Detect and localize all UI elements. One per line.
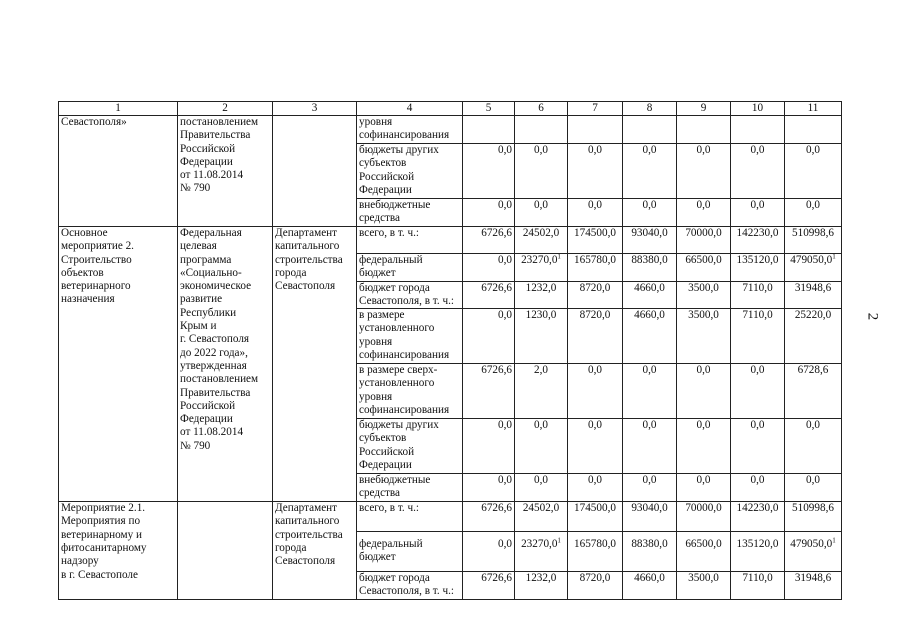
value-cell: 142230,0 bbox=[731, 227, 785, 254]
value-cell: 6726,6 bbox=[463, 227, 515, 254]
value-cell: 1230,0 bbox=[515, 309, 568, 364]
value-cell: 4660,0 bbox=[623, 281, 677, 309]
table-row bbox=[59, 227, 842, 254]
value-cell: 7110,0 bbox=[731, 281, 785, 309]
value-cell: 174500,0 bbox=[568, 227, 623, 254]
value-cell: 6726,6 bbox=[463, 502, 515, 532]
funding-table bbox=[58, 101, 842, 600]
value-cell: 0,0 bbox=[677, 474, 731, 502]
value-cell: 31948,6 bbox=[785, 281, 842, 309]
value-cell: 0,0 bbox=[677, 364, 731, 419]
source-cell: внебюджетные средства bbox=[357, 199, 463, 227]
executor-cell: Департамент капитального строительства города Севастополя bbox=[273, 227, 357, 502]
value-cell: 0,0 bbox=[463, 199, 515, 227]
value-cell: 0,0 bbox=[463, 144, 515, 199]
value-cell: 7110,0 bbox=[731, 572, 785, 600]
source-cell: федеральный бюджет bbox=[357, 254, 463, 282]
page-number: 2 bbox=[864, 312, 881, 321]
value-cell: 24502,0 bbox=[515, 227, 568, 254]
value-cell: 8720,0 bbox=[568, 281, 623, 309]
source-cell: внебюджетные средства bbox=[357, 474, 463, 502]
executor-cell bbox=[273, 116, 357, 227]
value-cell: 6726,6 bbox=[463, 572, 515, 600]
value-cell: 4660,0 bbox=[623, 572, 677, 600]
value-cell: 0,0 bbox=[568, 474, 623, 502]
value-cell: 0,0 bbox=[785, 199, 842, 227]
source-cell: бюджеты других субъектов Российской Федерации bbox=[357, 419, 463, 474]
source-cell: уровня софинансирования bbox=[357, 116, 463, 144]
value-cell: 0,0 bbox=[785, 474, 842, 502]
value-cell: 0,0 bbox=[568, 199, 623, 227]
value-cell: 142230,0 bbox=[731, 502, 785, 532]
value-cell: 0,0 bbox=[677, 144, 731, 199]
value-cell: 24502,0 bbox=[515, 502, 568, 532]
header-cell: 7 bbox=[568, 102, 623, 116]
value-cell: 8720,0 bbox=[568, 309, 623, 364]
source-cell: всего, в т. ч.: bbox=[357, 227, 463, 254]
header-cell: 4 bbox=[357, 102, 463, 116]
value-cell: 0,0 bbox=[515, 474, 568, 502]
source-cell: в размере сверх- установленного уровня софинансирования bbox=[357, 364, 463, 419]
value-cell: 135120,0 bbox=[731, 532, 785, 572]
source-cell: всего, в т. ч.: bbox=[357, 502, 463, 532]
value-cell: 7110,0 bbox=[731, 309, 785, 364]
value-cell: 0,0 bbox=[463, 419, 515, 474]
value-cell: 8720,0 bbox=[568, 572, 623, 600]
program-cell: Федеральная целевая программа «Социально- экономическое развитие Республики Крым и г. Севастополя до 2022 года», утвержденная постановлением Правительства Российской Федерации от 11.08.2014 № 790 bbox=[178, 227, 273, 502]
value-cell: 0,0 bbox=[731, 419, 785, 474]
value-cell: 6728,6 bbox=[785, 364, 842, 419]
footnote-mark: 1 bbox=[832, 253, 836, 261]
value-cell: 93040,0 bbox=[623, 502, 677, 532]
value-cell: 0,0 bbox=[677, 419, 731, 474]
value-cell: 479050,0$^1$ bbox=[785, 532, 842, 572]
header-cell: 5 bbox=[463, 102, 515, 116]
value-cell: 0,0 bbox=[515, 199, 568, 227]
value-cell: 510998,6 bbox=[785, 227, 842, 254]
header-cell: 8 bbox=[623, 102, 677, 116]
source-cell: в размере установленного уровня софинансирования bbox=[357, 309, 463, 364]
footnote-mark: 1 bbox=[557, 536, 561, 545]
source-cell: бюджет города Севастополя, в т. ч.: bbox=[357, 281, 463, 309]
value-cell: 135120,0 bbox=[731, 254, 785, 282]
header-cell: 11 bbox=[785, 102, 842, 116]
value-cell: 6726,6 bbox=[463, 364, 515, 419]
header-row bbox=[59, 102, 842, 116]
value-cell: 66500,0 bbox=[677, 532, 731, 572]
value-cell: 70000,0 bbox=[677, 502, 731, 532]
event-name-cell: Севастополя» bbox=[59, 116, 178, 227]
value-cell: 1232,0 bbox=[515, 572, 568, 600]
header-cell: 2 bbox=[178, 102, 273, 116]
value-cell: 0,0 bbox=[463, 254, 515, 282]
value-cell: 3500,0 bbox=[677, 281, 731, 309]
value-cell: 23270,0$^1$ bbox=[515, 532, 568, 572]
value-cell: 93040,0 bbox=[623, 227, 677, 254]
value-cell: 0,0 bbox=[568, 144, 623, 199]
value-cell: 25220,0 bbox=[785, 309, 842, 364]
executor-cell: Департамент капитального строительства города Севастополя bbox=[273, 502, 357, 600]
value-cell: 88380,0 bbox=[623, 532, 677, 572]
value-cell: 0,0 bbox=[463, 532, 515, 572]
table-row bbox=[59, 502, 842, 532]
value-cell: 174500,0 bbox=[568, 502, 623, 532]
header-cell: 1 bbox=[59, 102, 178, 116]
value-cell: 510998,6 bbox=[785, 502, 842, 532]
value-cell: 31948,6 bbox=[785, 572, 842, 600]
value-cell: 0,0 bbox=[568, 419, 623, 474]
value-cell: 0,0 bbox=[463, 474, 515, 502]
value-cell: 0,0 bbox=[568, 364, 623, 419]
value-cell: 0,0 bbox=[785, 144, 842, 199]
value-cell: 6726,6 bbox=[463, 281, 515, 309]
value-cell: 3500,0 bbox=[677, 309, 731, 364]
event-name-cell: Мероприятие 2.1. Мероприятия по ветеринарному и фитосанитарному надзору в г. Севастополе bbox=[59, 502, 178, 600]
value-cell: 0,0 bbox=[623, 199, 677, 227]
footnote-mark: 1 bbox=[557, 253, 561, 261]
header-cell: 6 bbox=[515, 102, 568, 116]
value-cell: 3500,0 bbox=[677, 572, 731, 600]
footnote-mark: 1 bbox=[832, 536, 836, 545]
value-cell: 0,0 bbox=[677, 199, 731, 227]
table-row bbox=[59, 116, 842, 144]
value-cell: 70000,0 bbox=[677, 227, 731, 254]
value-cell: 0,0 bbox=[515, 419, 568, 474]
program-cell bbox=[178, 502, 273, 600]
value-cell: 23270,0$^1$ bbox=[515, 254, 568, 282]
value-cell: 0,0 bbox=[731, 364, 785, 419]
value-cell: 165780,0 bbox=[568, 254, 623, 282]
header-cell: 3 bbox=[273, 102, 357, 116]
value-cell: 0,0 bbox=[731, 199, 785, 227]
value-cell: 1232,0 bbox=[515, 281, 568, 309]
value-cell: 2,0 bbox=[515, 364, 568, 419]
value-cell: 0,0 bbox=[623, 419, 677, 474]
source-cell: бюджет города Севастополя, в т. ч.: bbox=[357, 572, 463, 600]
value-cell: 88380,0 bbox=[623, 254, 677, 282]
source-cell: бюджеты других субъектов Российской Федерации bbox=[357, 144, 463, 199]
value-cell: 0,0 bbox=[731, 474, 785, 502]
value-cell: 0,0 bbox=[515, 144, 568, 199]
header-cell: 9 bbox=[677, 102, 731, 116]
value-cell: 66500,0 bbox=[677, 254, 731, 282]
value-cell: 0,0 bbox=[463, 309, 515, 364]
value-cell: 0,0 bbox=[623, 474, 677, 502]
event-name-cell: Основное мероприятие 2. Строительство объектов ветеринарного назначения bbox=[59, 227, 178, 502]
value-cell: 479050,0$^1$ bbox=[785, 254, 842, 282]
program-cell: постановлением Правительства Российской Федерации от 11.08.2014 № 790 bbox=[178, 116, 273, 227]
value-cell: 0,0 bbox=[623, 364, 677, 419]
value-cell: 0,0 bbox=[731, 144, 785, 199]
header-cell: 10 bbox=[731, 102, 785, 116]
value-cell: 0,0 bbox=[785, 419, 842, 474]
source-cell: федеральный бюджет bbox=[357, 532, 463, 572]
value-cell: 0,0 bbox=[623, 144, 677, 199]
value-cell: 165780,0 bbox=[568, 532, 623, 572]
value-cell: 4660,0 bbox=[623, 309, 677, 364]
